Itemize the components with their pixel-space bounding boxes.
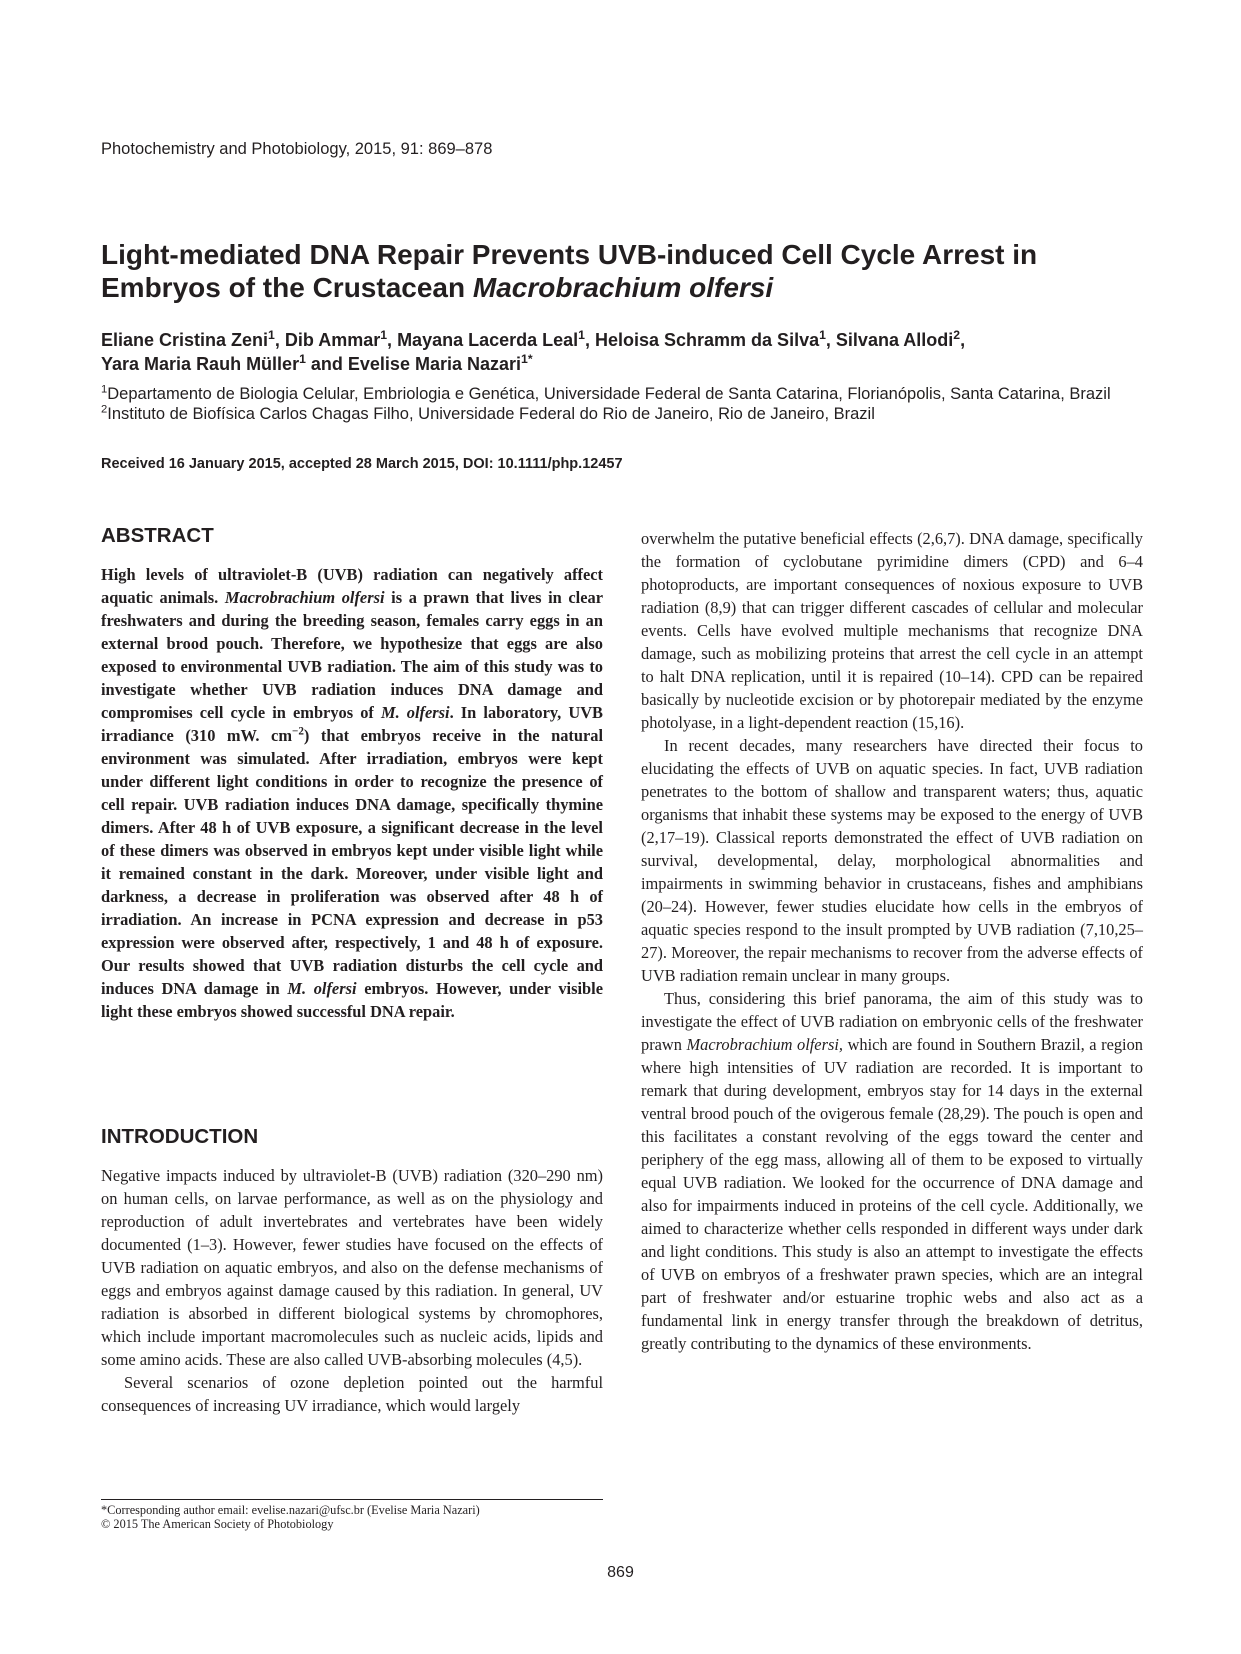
affiliations [101, 384, 1161, 424]
title-main: Light-mediated DNA Repair Prevents UVB-induced Cell Cycle Arrest in Embryos of the Crustacean [101, 239, 1038, 303]
introduction-heading: INTRODUCTION [101, 1125, 259, 1148]
author-separator: , [584, 330, 595, 350]
affiliation-mark: 1 [578, 328, 585, 342]
affiliation-mark: 1 [819, 328, 826, 342]
title-species: Macrobrachium olfersi [472, 272, 774, 303]
abstract-body [101, 563, 603, 1023]
species-name: M. olfersi [287, 979, 357, 998]
intro-text: which are found in Southern Brazil, a region where high intensities of UV radiation are recorded. It is important to remark that during development, embryos stay for 14 days in the external ventral brood pouch of the ovigerous female (28,29). The pouch is open and this facilitates a constant revolving of the eggs toward the center and periphery of the egg mass, allowing all of them to be exposed to virtually equal UVB radiation. We looked for the occurrence of DNA damage and also for impairments induced in proteins of the cell cycle. Additionally, we aimed to characterize whether cells responded in different ways under dark and light conditions. This study is also an attempt to investigate the effects of UVB on embryos of a freshwater prawn species, which are an integral part of freshwater and/or estuarine trophic webs and also act as a fundamental link in energy transfer through the breakdown of detritus, greatly contributing to the dynamics of these environments. [641, 1035, 1143, 1353]
intro-text: Thus, considering this brief panorama, the aim of this study was to investigate the effect of UVB radiation on embryonic cells of the freshwater prawn [641, 989, 1143, 1054]
corresponding-author: *Corresponding author email: evelise.nazari@ufsc.br (Evelise Maria Nazari) [101, 1503, 480, 1517]
affiliation-text: Departamento de Biologia Celular, Embriologia e Genética, Universidade Federal de Santa Catarina, Florianópolis, Santa Catarina, Brazil [107, 385, 1111, 403]
introduction-left-column [101, 1164, 603, 1417]
received-dates: Received 16 January 2015, accepted 28 March 2015, DOI: 10.1111/php.12457 [101, 456, 623, 472]
footnote-divider [101, 1499, 603, 1500]
author-name: Eliane Cristina Zeni [101, 330, 269, 350]
affiliation-mark: 1 [268, 328, 275, 342]
intro-paragraph: Several scenarios of ozone depletion pointed out the harmful consequences of increasing UV irradiance, which would largely [101, 1373, 603, 1415]
affiliation-mark: 1 [101, 383, 108, 396]
affiliation-line [101, 384, 1161, 404]
affiliation-text: Instituto de Biofísica Carlos Chagas Filho, Universidade Federal do Rio de Janeiro, Rio de Janeiro, Brazil [107, 405, 875, 423]
affiliation-mark: 2 [101, 403, 108, 416]
author-name: Dib Ammar [284, 330, 381, 350]
abstract-text: . In laboratory, UVB irradiance (310 mW. cm [101, 703, 603, 745]
species-name: Macrobrachium olfersi [224, 588, 385, 607]
abstract-heading: ABSTRACT [101, 524, 214, 547]
intro-paragraph: In recent decades, many researchers have directed their focus to elucidating the effects of UVB on aquatic species. In fact, UVB radiation penetrates to the bottom of shallow and transparent waters; thus, aquatic organisms that inhabit these systems may be exposed to the energy of UVB (2,17–19). Classical reports demonstrated the effect of UVB radiation on survival, developmental, delay, morphological abnormalities and impairments in swimming behavior in crustaceans, fishes and amphibians (20–24). However, fewer studies elucidate how cells in the embryos of aquatic species respond to the insult prompted by UVB radiation (7,10,25–27). Moreover, the repair mechanisms to recover from the adverse effects of UVB radiation remain unclear in many groups. [641, 736, 1143, 985]
copyright: © 2015 The American Society of Photobiology [101, 1517, 334, 1531]
affiliation-mark: 1* [521, 352, 533, 366]
author-list [101, 328, 1161, 376]
affiliation-mark: 1 [299, 352, 306, 366]
abstract-text: is a prawn that lives in clear freshwaters and during the breeding season, females carry eggs in an external brood pouch. Therefore, we hypothesize that eggs are also exposed to environmental UVB radiation. The aim of this study was to investigate whether UVB radiation induces DNA damage and compromises cell cycle in embryos of [101, 588, 603, 722]
author-separator: , [825, 330, 836, 350]
page-number: 869 [607, 1564, 634, 1581]
author-name: Silvana Allodi [835, 330, 954, 350]
author-separator: , [387, 330, 398, 350]
author-separator: and [305, 354, 348, 374]
author-name: Heloisa Schramm da Silva [594, 330, 820, 350]
author-separator: , [274, 330, 285, 350]
abstract-text: embryos. However, under visible light these embryos showed successful DNA repair. [101, 979, 603, 1021]
abstract-text: ) that embryos receive in the natural environment was simulated. After irradiation, embryos were kept under different light conditions in order to recognize the presence of cell repair. UVB radiation induces DNA damage, specifically thymine dimers. After 48 h of UVB exposure, a significant decrease in the level of these dimers was observed in embryos kept under visible light while it remained constant in the dark. Moreover, under visible light and darkness, a decrease in proliferation was observed after 48 h of irradiation. An increase in PCNA expression and decrease in p53 expression were observed after, respectively, 1 and 48 h of exposure. Our results showed that UVB radiation disturbs the cell cycle and induces DNA damage in [101, 726, 604, 998]
journal-citation: Photochemistry and Photobiology, 2015, 91: 869–878 [101, 140, 493, 158]
species-name: M. olfersi [381, 703, 450, 722]
affiliation-mark: 1 [380, 328, 388, 342]
abstract-text: High levels of ultraviolet-B (UVB) radiation can negatively affect aquatic animals. [101, 565, 603, 607]
author-name: Mayana Lacerda Leal [397, 330, 579, 350]
affiliation-mark: 2 [953, 328, 961, 342]
author-separator: , [960, 330, 966, 350]
intro-paragraph: overwhelm the putative beneficial effects (2,6,7). DNA damage, specifically the formation of cyclobutane pyrimidine dimers (CPD) and 6–4 photoproducts, are important consequences of noxious exposure to UVB radiation (8,9) that can trigger different cascades of cellular and molecular events. Cells have evolved multiple mechanisms that recognize DNA damage, such as mobilizing proteins that arrest the cell cycle in an attempt to halt DNA replication, until it is repaired (10–14). CPD can be repaired basically by nucleotide excision or by photorepair mediated by the enzyme photolyase, in a light-dependent reaction (15,16). [641, 529, 1143, 732]
introduction-right-column [641, 527, 1143, 1355]
footnote [101, 1503, 611, 1531]
author-name: Evelise Maria Nazari [347, 354, 522, 374]
species-name: Macrobrachium olfersi, [686, 1035, 843, 1054]
intro-paragraph [641, 987, 1143, 1355]
abstract-paragraph [101, 563, 603, 1023]
affiliation-line [101, 404, 1161, 424]
author-name: Yara Maria Rauh Müller [101, 354, 300, 374]
article-title [101, 238, 1151, 304]
superscript: −2 [291, 725, 304, 738]
intro-paragraph: Negative impacts induced by ultraviolet-B (UVB) radiation (320–290 nm) on human cells, on larvae performance, as well as on the physiology and reproduction of adult invertebrates and vertebrates have been widely documented (1–3). However, fewer studies have focused on the effects of UVB radiation on aquatic embryos, and also on the defense mechanisms of eggs and embryos against damage caused by this radiation. In general, UV radiation is absorbed in different biological systems by chromophores, which include important macromolecules such as nucleic acids, lipids and some amino acids. These are also called UVB-absorbing molecules (4,5). [101, 1166, 603, 1369]
